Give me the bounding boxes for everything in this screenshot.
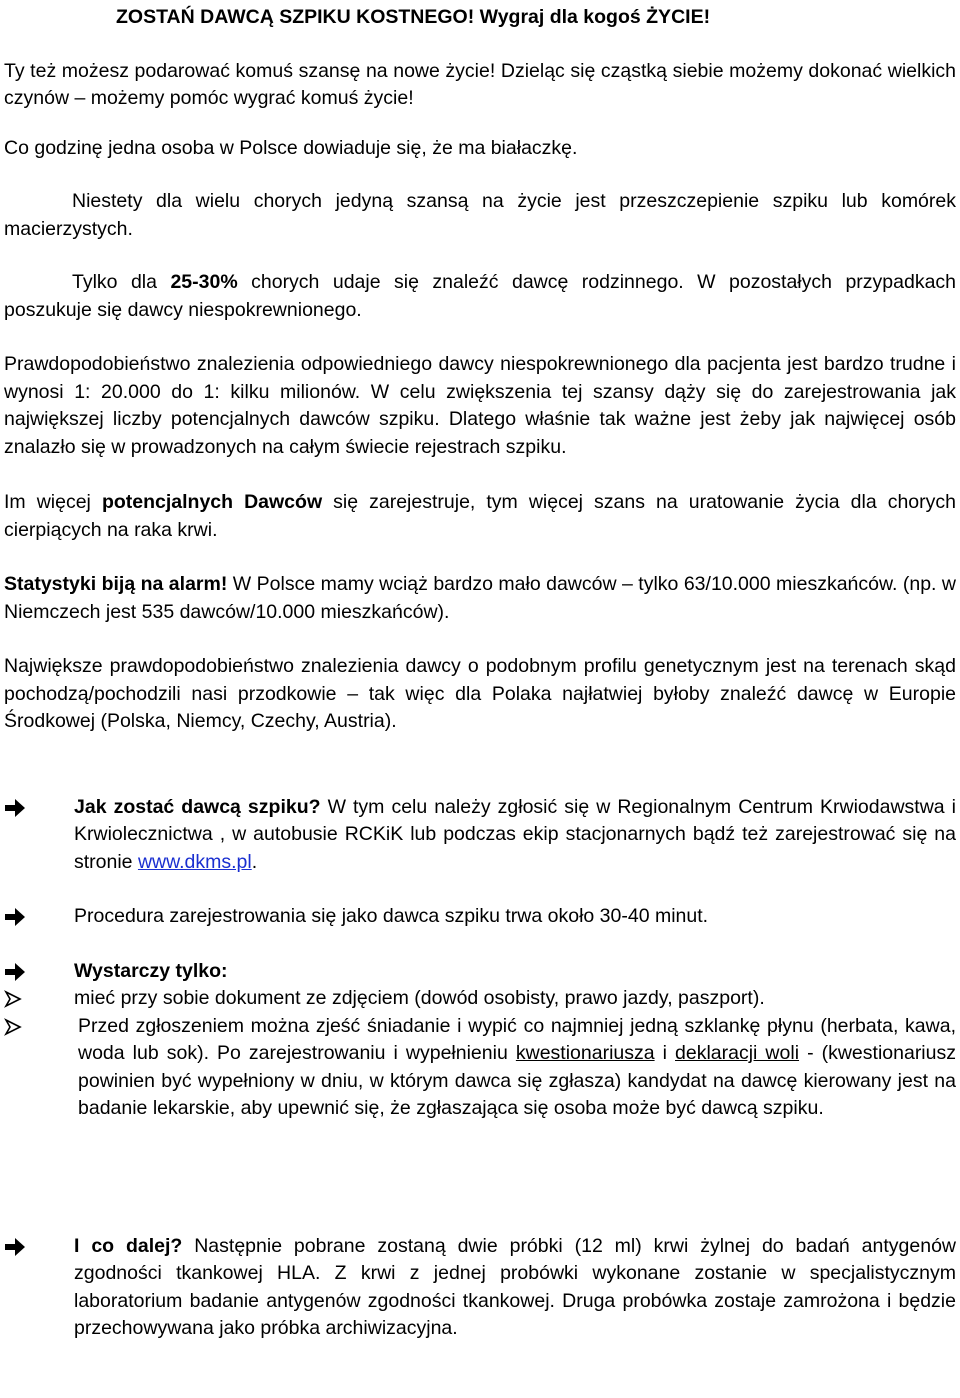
what-next-item: I co dalej? Następnie pobrane zostaną dwie próbki (12 ml) krwi żylnej do badań antygenów zgodności tkankowej HLA. Z krwi z jednej probówki wykonane zostanie w specjalistycznym laboratorium badanie antygenów zgodności tkankowej. Druga probówka zostaje zamrożona i będzie przechowywana jako próbka archiwizacyjna. — [4, 1233, 956, 1343]
requirement-document: mieć przy sobie dokument ze zdjęciem (dowód osobisty, prawo jazdy, paszport). — [4, 985, 956, 1013]
procedure-duration-item: Procedura zarejestrowania się jako dawca szpiku trwa około 30-40 minut. — [4, 903, 956, 931]
transplant-paragraph: Niestety dla wielu chorych jedyną szansą na życie jest przeszczepienie szpiku lub komórek macierzystych. — [4, 190, 956, 240]
arrow-right-icon — [4, 907, 26, 927]
document-title: ZOSTAŃ DAWCĄ SZPIKU KOSTNEGO! Wygraj dla kogoś ŻYCIE! — [116, 6, 711, 28]
family-donor-paragraph: Tylko dla 25-30% chorych udaje się znaleźć dawcę rodzinnego. W pozostałych przypadkach poszukuje się dawcy niespokrewnionego. — [4, 271, 957, 321]
leukemia-paragraph: Co godzinę jedna osoba w Polsce dowiaduje się, że ma białaczkę. — [4, 136, 578, 159]
intro-paragraph: Ty też możesz podarować komuś szansę na nowe życie! Dzieląc się cząstką siebie możemy dokonać wielkich czynów – możemy pomóc wygrać komuś życie! — [4, 59, 956, 109]
declaration-link[interactable]: deklaracji woli — [675, 1042, 800, 1064]
genetic-profile-paragraph: Największe prawdopodobieństwo znalezienia dawcy o podobnym profilu genetycznym jest na terenach skąd pochodzą/pochodzili nasi przodkowie – tak więc dla Polaka najłatwiej byłoby znaleźć dawcę w Europie Środkowej (Polska, Niemcy, Czechy, Austria). — [4, 655, 956, 732]
requirements-item: Wystarczy tylko: — [4, 958, 956, 986]
how-to-become-donor-item: Jak zostać dawcą szpiku? W tym celu należy zgłosić się w Regionalnym Centrum Krwiodawstwa i Krwiolecznictwa , w autobusie RCKiK lub podczas ekip stacjonarnych bądź też zarejestrować się na stronie www.dkms.pl. — [4, 794, 956, 877]
arrow-right-icon — [4, 798, 26, 818]
statistics-paragraph: Statystyki biją na alarm! W Polsce mamy wciąż bardzo mało dawców – tylko 63/10.000 mieszkańców. (np. w Niemczech jest 535 dawców/10.000 mieszkańców). — [4, 573, 956, 623]
arrow-right-icon — [4, 1237, 26, 1257]
requirement-breakfast: Przed zgłoszeniem można zjeść śniadanie i wypić co najmniej jedną szklankę płynu (herbata, kawa, woda lub sok). Po zarejestrowaniu i wypełnieniu kwestionariusza i deklaracji woli - (kwestionariusz powinien być wypełniony w dniu, w którym dawca się zgłasza) kandydat na dawcę kierowany jest na badanie lekarskie, aby upewnić się, że zgłaszająca się osoba może być dawcą szpiku. — [4, 1013, 956, 1123]
arrow-right-icon — [4, 962, 26, 982]
document-page — [4, 4, 956, 1343]
probability-paragraph: Prawdopodobieństwo znalezienia odpowiedniego dawcy niespokrewnionego dla pacjenta jest bardzo trudne i wynosi 1: 20.000 do 1: kilku milionów. W celu zwiększenia tej szansy dąży się do zarejestrowania jak największej liczby potencjalnych dawców szpiku. Dlatego właśnie tak ważne jest żeby jak najwięcej osób znalazło się w prowadzonych na całym świecie rejestrach szpiku. — [4, 353, 956, 458]
questionnaire-link[interactable]: kwestionariusza — [515, 1042, 655, 1064]
triangle-bullet-icon — [4, 990, 22, 1008]
dkms-link[interactable]: www.dkms.pl — [137, 850, 252, 873]
more-donors-paragraph: Im więcej potencjalnych Dawców się zarejestruje, tym więcej szans na uratowanie życia dla chorych cierpiących na raka krwi. — [4, 491, 956, 541]
triangle-bullet-icon — [4, 1018, 22, 1036]
